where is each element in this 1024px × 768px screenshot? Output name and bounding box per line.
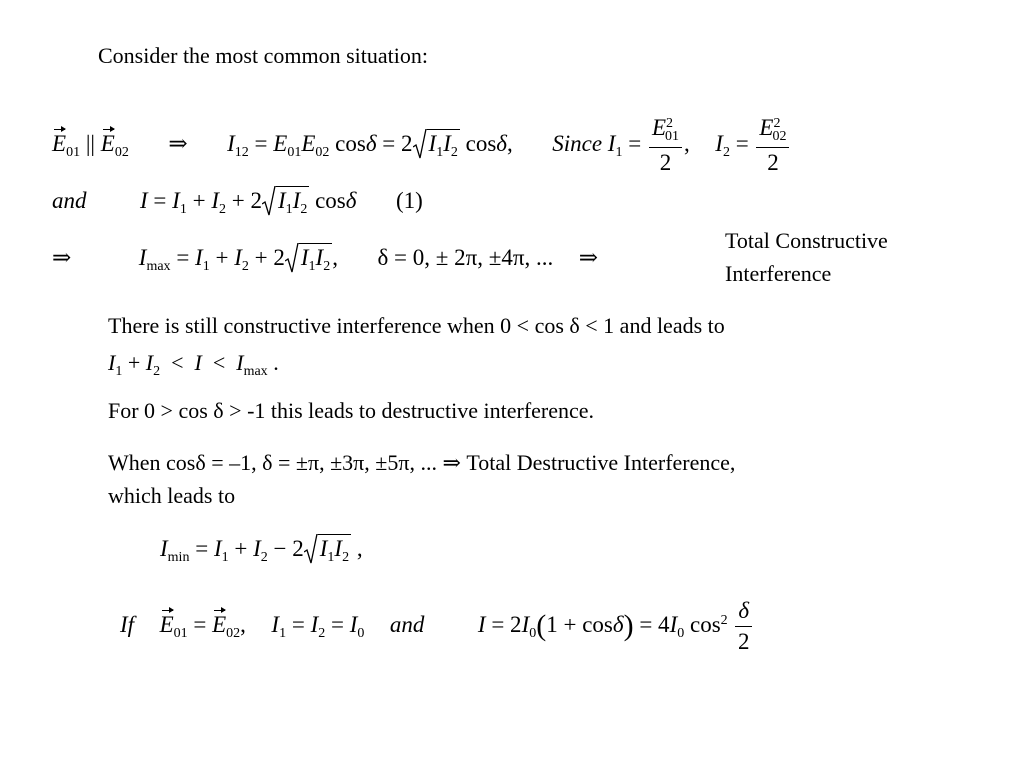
constructive-result-label: Total Constructive Interference (725, 228, 888, 286)
paragraph-total-destructive: When cosδ = –1, δ = ±π, ±3π, ±5π, ... ⇒ Total Destructive Interference, (108, 450, 736, 475)
paragraph-destructive: For 0 > cos δ > -1 this leads to destructive interference. (108, 398, 595, 423)
equation-intensity-superposition: $E_{01}$ || $E_{02}$ ⇒ $I_{12} = E_{01}E_{02}$ cosδ = 2 $I_1I_2$ cosδ, Since $I_1$ = $\frac{E^2_{01}}{2}$ , $I_2$ = $\frac{E^2_{02}}{2}$ (52, 115, 791, 176)
heading: Consider the most common situation: (98, 43, 428, 68)
constructive-conditions: δ = 0, ± 2π, ±4π, ... (377, 245, 554, 270)
intensity-range: $I_1 + I_2 < I < I_{max}$ . (108, 350, 279, 379)
parallel-symbol: || (85, 130, 96, 156)
and-word-2: and (389, 611, 425, 637)
implies-symbol: ⇒ (168, 130, 188, 156)
equation-min-intensity: $I_{min} = I_1 + I_2 - 2$ $I_1I_2$ , (160, 536, 363, 565)
if-word: If (120, 611, 135, 637)
implies-symbol: ⇒ (52, 245, 72, 270)
equation-total-intensity: and $I = I_1 + I_2 + 2$ $I_1I_2$ cosδ (1) (52, 188, 423, 217)
equation-max-intensity: ⇒ $I_{max} = I_1 + I_2 + 2$ $I_1I_2$, δ = 0, ± 2π, ±4π, ... ⇒ (52, 245, 599, 274)
since-word: Since (552, 130, 603, 156)
equation-label: (1) (395, 188, 423, 213)
equation-equal-amplitudes: If $E_{01} = E_{02}$, $I_1 = I_2 = I_0$ and $I = 2I_0(1 + \cos\delta) = 4I_0$ $\cos^2$ $\frac{\delta}{2}$ (120, 598, 754, 655)
paragraph-total-destructive-2: which leads to (108, 483, 236, 508)
and-word: and (52, 188, 87, 213)
paragraph-partial-constructive: There is still constructive interference when 0 < cos δ < 1 and leads to (108, 313, 725, 338)
implies-symbol-2: ⇒ (578, 245, 599, 270)
